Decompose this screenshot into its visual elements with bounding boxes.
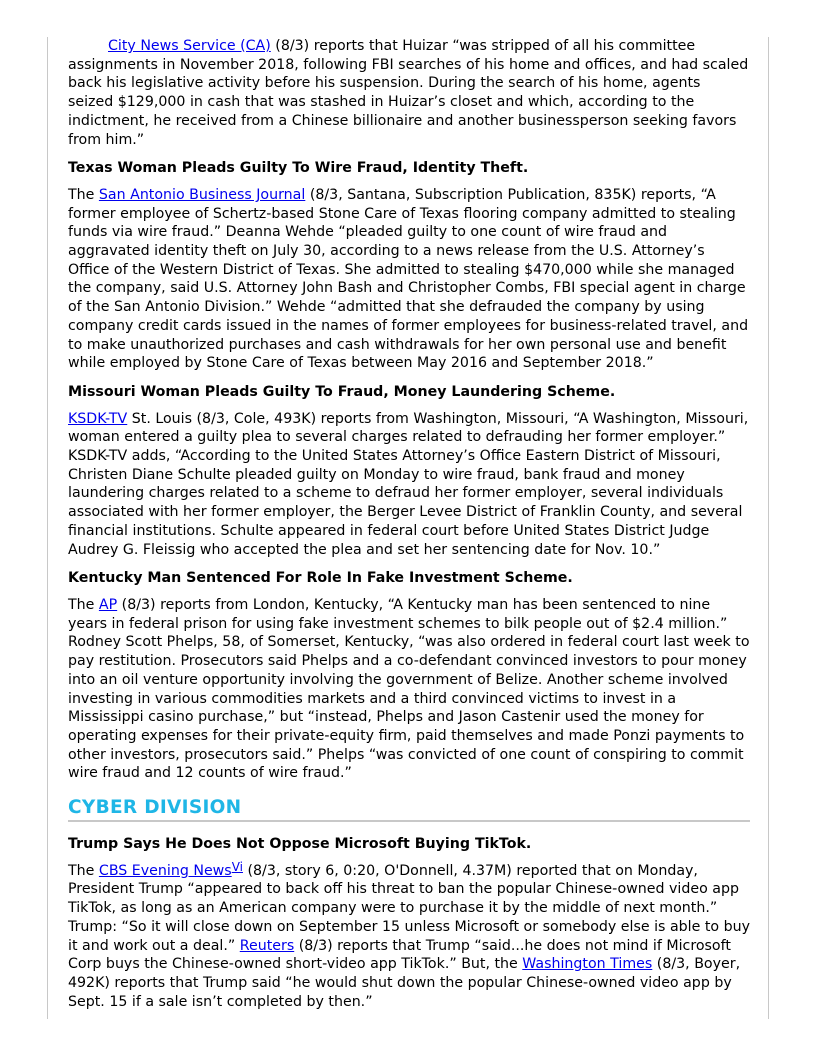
cyber-division-section-header: CYBER DIVISION <box>68 797 750 822</box>
paragraph-text: (8/3, Santana, Subscription Publication, 835K) reports, “A former employee of Schertz-based Stone Care of Texas flooring company admitted to stealing funds via wire fraud.” Deanna Wehde “pleaded guilty to one count of wire fraud and aggravated identity theft on July 30, according to a news release from the U.S. Attorney’s Office of the Western District of Texas. She admitted to stealing $470,000 while she managed the company, said U.S. Attorney John Bash and Christopher Combs, FBI special agent in charge of the San Antonio Division.” Wehde “admitted that she defrauded the company by using company credit cards issued in the names of former employees for business-related travel, and to make unauthorized purchases and cash withdrawals for her own personal use and benefit while employed by Stone Care of Texas between May 2016 and September 2018.” <box>68 186 749 372</box>
left-border-line <box>47 37 48 1019</box>
ap-link[interactable]: AP <box>98 596 118 613</box>
texas-article-headline: Texas Woman Pleads Guilty To Wire Fraud, Identity Theft. <box>68 160 529 177</box>
paragraph-text: The <box>68 186 99 203</box>
paragraph-text: The <box>68 596 99 613</box>
article-huizar-paragraph <box>68 37 750 149</box>
paragraph-text: (8/3) reports that Trump “said...he does not mind if Microsoft Corp buys the Chinese-owned short-video app TikTok.” But, the <box>68 937 731 973</box>
cbs-evening-news-link[interactable]: CBS Evening News <box>98 862 232 879</box>
paragraph-text: (8/3, Boyer, 492K) reports that Trump said “he would shut down the popular Chinese-owned video app by Sept. 15 if a sale isn’t completed by then.” <box>68 956 741 1010</box>
washington-times-link[interactable]: Washington Times <box>522 956 653 973</box>
missouri-article-paragraph <box>68 410 750 560</box>
texas-article-paragraph <box>68 186 750 373</box>
missouri-article-headline: Missouri Woman Pleads Guilty To Fraud, Money Laundering Scheme. <box>68 383 616 400</box>
reuters-link[interactable]: Reuters <box>239 937 295 954</box>
paragraph-text: (8/3, story 6, 0:20, O'Donnell, 4.37M) reported that on Monday, President Trump “appeared to back off his threat to ban the popular Chinese-owned video app TikTok, as long as an American company were to purchase it by the middle of next month.” Trump: “So it will close down on September 15 unless Microsoft or somebody else is able to buy it and work out a deal.” <box>68 862 750 954</box>
paragraph-text: (8/3) reports that Huizar “was stripped of all his committee assignments in November 2018, following FBI searches of his home and offices, and had scaled back his legislative activity before his suspension. During the search of his home, agents seized $129,000 in cash that was stashed in Huizar’s closet and which, according to the indictment, he received from a Chinese billionaire and another businessperson seeking favors from him.” <box>68 38 749 148</box>
kentucky-article-paragraph <box>68 596 750 783</box>
tiktok-article-headline: Trump Says He Does Not Oppose Microsoft Buying TikTok. <box>68 836 532 853</box>
video-icon-link[interactable]: Vi <box>231 859 243 874</box>
san-antonio-business-journal-link[interactable]: San Antonio Business Journal <box>98 186 306 203</box>
paragraph-text: (8/3) reports from London, Kentucky, “A Kentucky man has been sentenced to nine years in federal prison for using fake investment schemes to bilk people out of $2.4 million.” Rodney Scott Phelps, 58, of Somerset, Kentucky, “was also ordered in federal court last week to pay restitution. Prosecutors said Phelps and a co-defendant convinced investors to pour money into an oil venture opportunity involving the government of Belize. Another scheme involved investing in various commodities markets and a third convinced victims to invest in a Mississippi casino purchase,” but “instead, Phelps and Jason Castenir used the money for operating expenses for their private-equity firm, paid themselves and made Ponzi payments to other investors, prosecutors said.” Phelps “was convicted of one count of conspiring to commit wire fraud and 12 counts of wire fraud.” <box>68 596 750 782</box>
right-border-line <box>768 37 769 1019</box>
paragraph-text: St. Louis (8/3, Cole, 493K) reports from Washington, Missouri, “A Washington, Missouri, woman entered a guilty plea to several charges related to defrauding her former employer.” KSDK-TV adds, “According to the United States Attorney’s Office Eastern District of Missouri, Christen Diane Schulte pleaded guilty on Monday to wire fraud, bank fraud and money laundering charges related to a scheme to defraud her former employer, several individuals associated with her former employer, the Berger Levee District of Franklin County, and several financial institutions. Schulte appeared in federal court before United States District Judge Audrey G. Fleissig who accepted the plea and set her sentencing date for Nov. 10.” <box>68 410 749 558</box>
paragraph-text: The <box>68 862 99 879</box>
ksdk-tv-link[interactable]: KSDK-TV <box>68 410 128 427</box>
tiktok-article-paragraph <box>68 859 750 1012</box>
newsletter-content <box>68 37 750 1011</box>
city-news-service-link[interactable]: City News Service (CA) <box>108 38 271 54</box>
kentucky-article-headline: Kentucky Man Sentenced For Role In Fake Investment Scheme. <box>68 570 573 587</box>
